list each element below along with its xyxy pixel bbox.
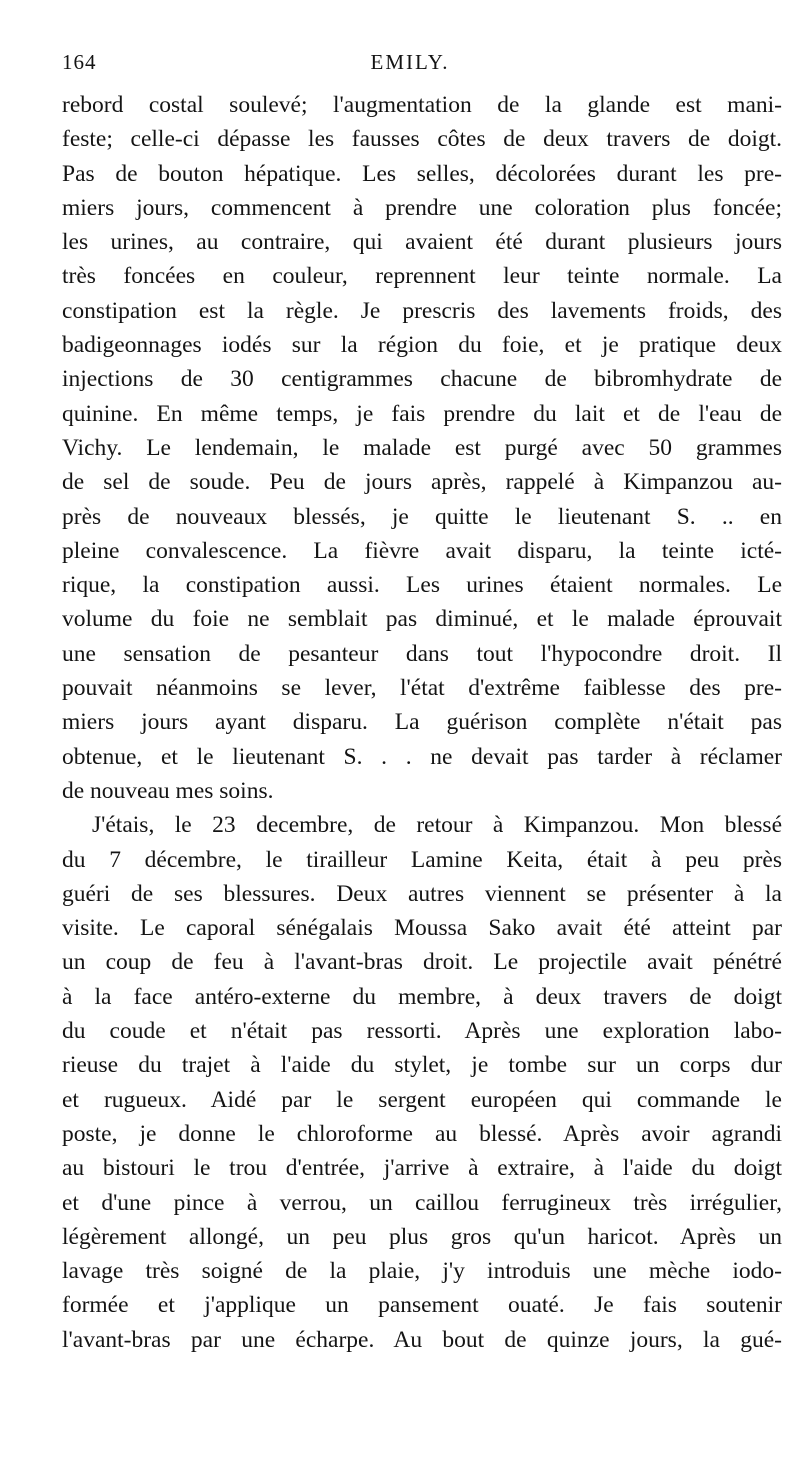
text-line: injections de 30 centigrammes chacune de bibromhydrate de	[62, 366, 782, 393]
text-line: l'avant-bras par une écharpe. Au bout de quinze jours, la gué-	[62, 1326, 782, 1353]
body-text	[62, 88, 782, 1357]
text-line: rebord costal soulevé; l'augmentation de la glande est mani-	[62, 92, 782, 118]
text-line: visite. Le caporal sénégalais Moussa Sako avait été atteint par	[62, 915, 782, 942]
text-line: lavage très soigné de la plaie, j'y introduis une mèche iodo-	[62, 1258, 782, 1285]
text-line: pouvait néanmoins se lever, l'état d'extrême faiblesse des pre-	[62, 675, 782, 702]
text-line: quinine. En même temps, je fais prendre du lait et de l'eau de	[62, 400, 782, 427]
text-line: Vichy. Le lendemain, le malade est purgé avec 50 grammes	[62, 434, 782, 461]
text-line: Pas de bouton hépatique. Les selles, décolorées durant les pre-	[62, 160, 782, 187]
text-line: un coup de feu à l'avant-bras droit. Le projectile avait pénétré	[62, 949, 782, 976]
text-line: rique, la constipation aussi. Les urines étaient normales. Le	[62, 572, 782, 599]
paragraph-end-line: de nouveau mes soins.	[62, 777, 274, 804]
text-line: et rugueux. Aidé par le sergent européen qui commande le	[62, 1086, 782, 1113]
page-number: 164	[62, 50, 97, 74]
text-line: miers jours ayant disparu. La guérison complète n'était pas	[62, 709, 782, 736]
text-line: pleine convalescence. La fièvre avait disparu, la teinte icté-	[62, 537, 782, 564]
text-line: au bistouri le trou d'entrée, j'arrive à extraire, à l'aide du doigt	[62, 1155, 782, 1182]
text-line: miers jours, commencent à prendre une coloration plus foncée;	[62, 194, 782, 221]
text-line: à la face antéro-externe du membre, à deux travers de doigt	[62, 983, 782, 1010]
paragraph-start-line: J'étais, le 23 decembre, de retour à Kimpanzou. Mon blessé	[92, 812, 782, 839]
text-line: du coude et n'était pas ressorti. Après une exploration labo-	[62, 1018, 782, 1045]
text-line: rieuse du trajet à l'aide du stylet, je tombe sur un corps dur	[62, 1052, 782, 1079]
text-line: légèrement allongé, un peu plus gros qu'un haricot. Après un	[62, 1223, 782, 1250]
text-line: poste, je donne le chloroforme au blessé. Après avoir agrandi	[62, 1120, 782, 1147]
text-line: une sensation de pesanteur dans tout l'hypocondre droit. Il	[62, 640, 782, 667]
text-line: badigeonnages iodés sur la région du foie, et je pratique deux	[62, 332, 782, 359]
text-line: les urines, au contraire, qui avaient été durant plusieurs jours	[62, 229, 782, 256]
text-line: du 7 décembre, le tirailleur Lamine Keita, était à peu près	[62, 846, 782, 873]
text-line: constipation est la règle. Je prescris des lavements froids, des	[62, 297, 782, 324]
text-line: obtenue, et le lieutenant S. . . ne devait pas tarder à réclamer	[62, 743, 782, 770]
running-head	[62, 50, 758, 80]
text-line: feste; celle-ci dépasse les fausses côtes de deux travers de doigt.	[62, 126, 782, 153]
running-title: EMILY.	[370, 50, 450, 74]
text-line: formée et j'applique un pansement ouaté. Je fais soutenir	[62, 1292, 782, 1319]
text-line: et d'une pince à verrou, un caillou ferrugineux très irrégulier,	[62, 1189, 782, 1216]
text-line: près de nouveaux blessés, je quitte le lieutenant S. .. en	[62, 503, 782, 530]
text-line: de sel de soude. Peu de jours après, rappelé à Kimpanzou au-	[62, 469, 782, 496]
text-line: très foncées en couleur, reprennent leur teinte normale. La	[62, 263, 782, 290]
text-line: guéri de ses blessures. Deux autres viennent se présenter à la	[62, 880, 782, 907]
text-line: volume du foie ne semblait pas diminué, et le malade éprouvait	[62, 606, 782, 633]
